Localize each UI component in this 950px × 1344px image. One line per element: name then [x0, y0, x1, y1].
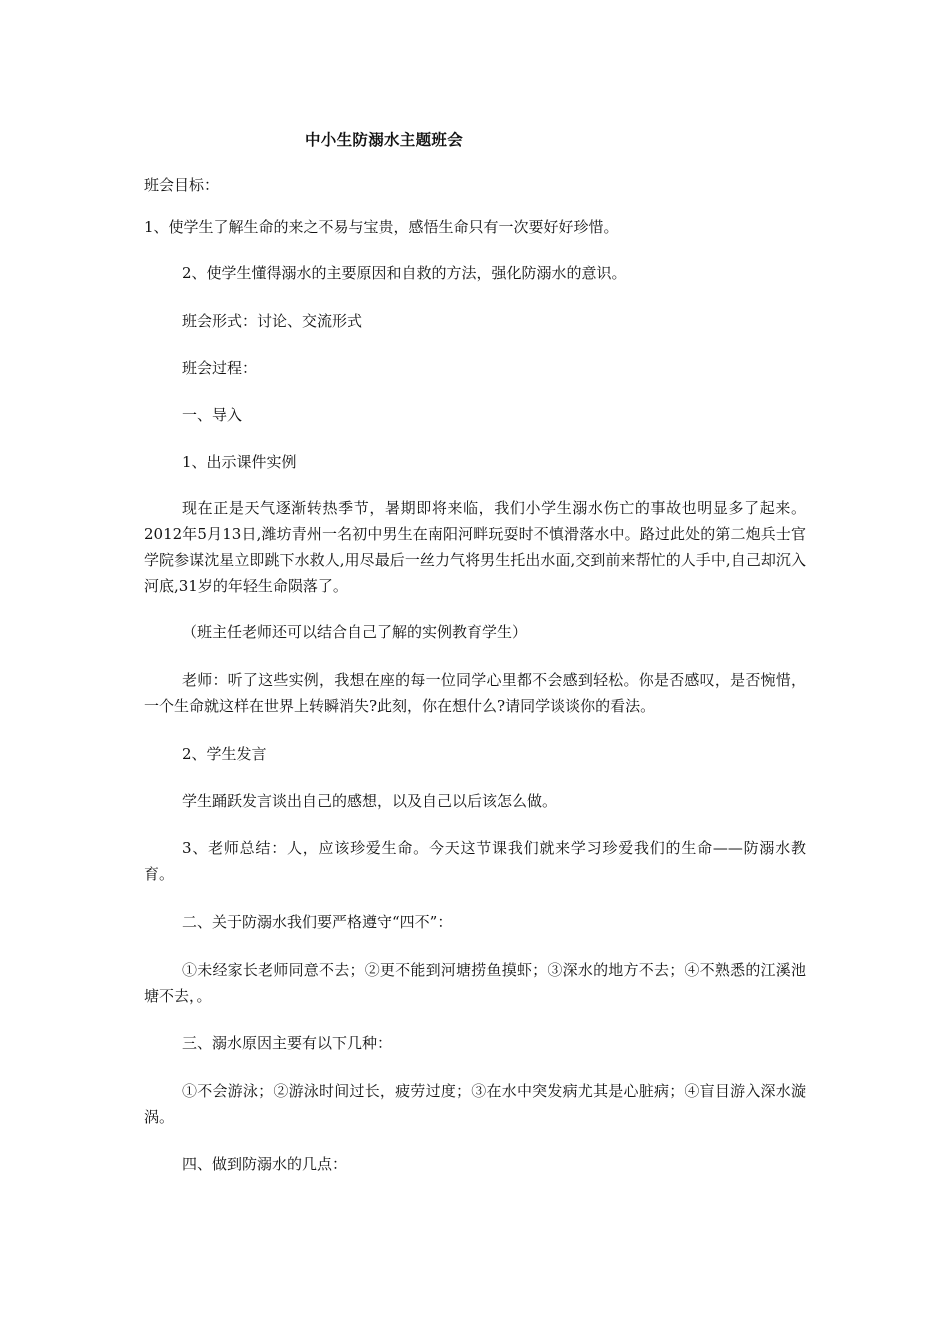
paragraph-teacher-summary: 3、老师总结：人，应该珍爱生命。今天这节课我们就来学习珍爱我们的生命——防溺水教育。 [144, 839, 806, 883]
item-student-speak: 2、学生发言 [182, 745, 267, 763]
paragraph-teacher-question: 老师：听了这些实例，我想在座的每一位同学心里都不会感到轻松。你是否感叹，是否惋惜，一个生命就这样在世界上转瞬消失?此刻，你在想什么?请同学谈谈你的看法。 [144, 671, 806, 715]
paragraph-teacher-note: （班主任老师还可以结合自己了解的实例教育学生） [182, 623, 528, 641]
paragraph-goals-heading: 班会目标： [144, 176, 220, 194]
item-show-examples: 1、出示课件实例 [182, 453, 297, 471]
paragraph-case-story: 现在正是天气逐渐转热季节，暑期即将来临，我们小学生溺水伤亡的事故也明显多了起来。2012年5月13日,潍坊青州一名初中男生在南阳河畔玩耍时不慎滑落水中。路过此处的第二炮兵士官学院参谋沈星立即跳下水救人,用尽最后一丝力气将男生托出水面,交到前来帮忙的人手中,自己却沉入河底,31岁的年轻生命陨落了。 [144, 499, 806, 595]
paragraph-four-nots: ①未经家长老师同意不去；②更不能到河塘捞鱼摸虾；③深水的地方不去；④不熟悉的江溪池塘不去，。 [144, 961, 806, 1005]
section-heading-four-nots: 二、关于防溺水我们要严格遵守“四不”： [182, 913, 453, 931]
section-heading-intro: 一、导入 [182, 406, 243, 424]
section-heading-prevention: 四、做到防溺水的几点： [182, 1155, 348, 1173]
section-heading-causes: 三、溺水原因主要有以下几种： [182, 1034, 393, 1052]
paragraph-causes: ①不会游泳；②游泳时间过长，疲劳过度；③在水中突发病尤其是心脏病；④盲目游入深水漩涡。 [144, 1082, 806, 1126]
paragraph-goal-2: 2、使学生懂得溺水的主要原因和自救的方法，强化防溺水的意识。 [182, 264, 627, 282]
document-title: 中小生防溺水主题班会 [305, 130, 464, 149]
paragraph-format: 班会形式：讨论、交流形式 [182, 312, 363, 330]
paragraph-process-heading: 班会过程： [182, 359, 258, 377]
paragraph-student-speak: 学生踊跃发言谈出自己的感想，以及自己以后该怎么做。 [182, 792, 558, 810]
paragraph-goal-1: 1、使学生了解生命的来之不易与宝贵，感悟生命只有一次要好好珍惜。 [144, 218, 619, 236]
